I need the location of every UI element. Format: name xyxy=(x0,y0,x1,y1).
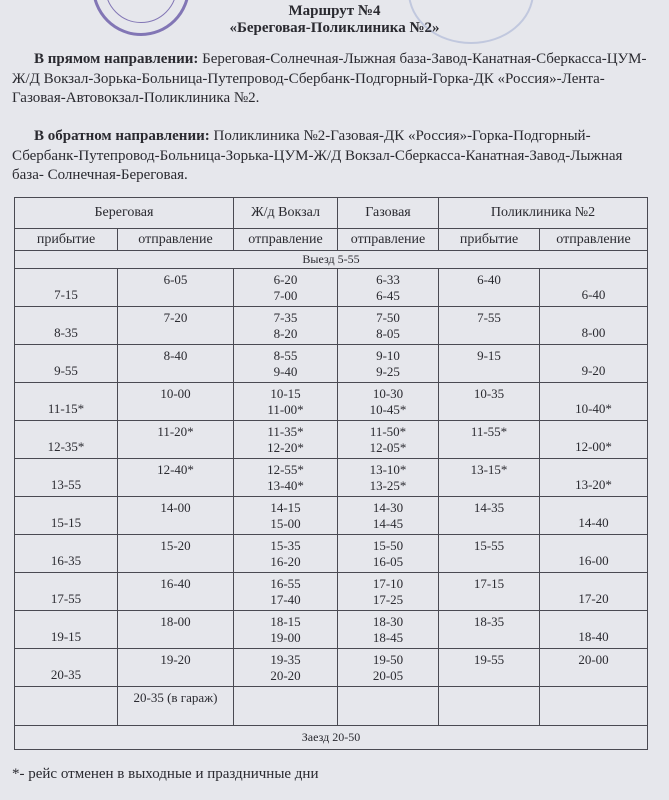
route-name: «Береговая-Поликлиника №2» xyxy=(229,20,440,36)
arrival-polyclinic: 11-55* xyxy=(439,421,540,459)
time-2: 9-40 xyxy=(273,364,298,379)
subheader: прибытие xyxy=(439,229,540,251)
time-1: 7-35 xyxy=(273,310,298,325)
departure-polyclinic: 6-40 xyxy=(540,269,648,307)
arrival-beregovaya: 16-35 xyxy=(15,535,118,573)
time-2: 15-00 xyxy=(270,516,301,531)
departure-beregovaya: 10-00 xyxy=(118,383,234,421)
departure-station xyxy=(234,497,338,535)
arrival-beregovaya: 8-35 xyxy=(15,307,118,345)
stop-header: Береговая xyxy=(15,198,234,229)
arrival-beregovaya: 15-15 xyxy=(15,497,118,535)
forward-label: В прямом направлении: xyxy=(34,51,199,67)
time-2: 16-20 xyxy=(270,554,301,569)
time-1: 19-50 xyxy=(372,652,404,667)
departure-gazovaya xyxy=(338,269,439,307)
time-2: 17-40 xyxy=(270,592,301,607)
time-2: 17-25 xyxy=(372,592,404,607)
time-1: 18-15 xyxy=(270,614,301,629)
departure-polyclinic: 17-20 xyxy=(540,573,648,611)
table-row xyxy=(15,497,648,535)
arrival-polyclinic: 10-35 xyxy=(439,383,540,421)
departure-station xyxy=(234,535,338,573)
table-row xyxy=(15,269,648,307)
departure-beregovaya: 6-05 xyxy=(118,269,234,307)
departure-station xyxy=(234,649,338,687)
departure-station xyxy=(234,307,338,345)
departure-station xyxy=(234,611,338,649)
arrival-polyclinic: 7-55 xyxy=(439,307,540,345)
departure-gazovaya xyxy=(338,535,439,573)
departure-gazovaya xyxy=(338,649,439,687)
arrival-beregovaya: 17-55 xyxy=(15,573,118,611)
table-row xyxy=(15,421,648,459)
subheader: отправление xyxy=(540,229,648,251)
subheader-row xyxy=(15,229,648,251)
table-row xyxy=(15,649,648,687)
arrival-beregovaya: 19-15 xyxy=(15,611,118,649)
departure-beregovaya: 15-20 xyxy=(118,535,234,573)
time-2: 16-05 xyxy=(372,554,404,569)
departure-polyclinic: 18-40 xyxy=(540,611,648,649)
table-row xyxy=(15,345,648,383)
time-1: 16-55 xyxy=(270,576,301,591)
table-row xyxy=(15,611,648,649)
header-row xyxy=(15,198,648,229)
arrival-polyclinic: 14-35 xyxy=(439,497,540,535)
departure-beregovaya: 7-20 xyxy=(118,307,234,345)
time-2: 7-00 xyxy=(273,288,298,303)
departure-beregovaya: 8-40 xyxy=(118,345,234,383)
arrival-polyclinic: 9-15 xyxy=(439,345,540,383)
departure-gazovaya xyxy=(338,459,439,497)
subheader: прибытие xyxy=(15,229,118,251)
forward-direction xyxy=(12,50,652,109)
table-row xyxy=(15,459,648,497)
stop-header: Газовая xyxy=(338,198,439,229)
table-row xyxy=(15,383,648,421)
departure-station xyxy=(234,345,338,383)
arrival-polyclinic: 6-40 xyxy=(439,269,540,307)
time-1: 10-30 xyxy=(372,386,404,401)
departure-gazovaya xyxy=(338,573,439,611)
time-1: 10-15 xyxy=(270,386,301,401)
arrival-beregovaya: 7-15 xyxy=(15,269,118,307)
arrival-beregovaya: 20-35 xyxy=(15,649,118,687)
time-1: 11-50* xyxy=(369,424,407,439)
time-2: 9-25 xyxy=(376,364,400,379)
subheader: отправление xyxy=(234,229,338,251)
time-1: 18-30 xyxy=(372,614,404,629)
return-to-depot: Заезд 20-50 xyxy=(15,726,648,750)
time-1: 17-10 xyxy=(372,576,404,591)
departure-gazovaya xyxy=(338,345,439,383)
garage-time: 20-35 (в гараж) xyxy=(118,687,234,726)
departure-gazovaya xyxy=(338,307,439,345)
time-1: 19-35 xyxy=(270,652,301,667)
backward-label: В обратном направлении: xyxy=(34,128,210,144)
departure-station xyxy=(234,459,338,497)
schedule-table xyxy=(14,197,648,750)
departure-station xyxy=(234,573,338,611)
departure-polyclinic: 10-40* xyxy=(540,383,648,421)
departure-polyclinic: 8-00 xyxy=(540,307,648,345)
departure-gazovaya xyxy=(338,611,439,649)
time-2: 8-05 xyxy=(376,326,400,341)
table-row xyxy=(15,535,648,573)
departure-station xyxy=(234,421,338,459)
departure-polyclinic: 20-00 xyxy=(540,649,648,687)
arrival-beregovaya: 12-35* xyxy=(15,421,118,459)
time-2: 13-25* xyxy=(369,478,407,493)
arrival-polyclinic: 18-35 xyxy=(439,611,540,649)
time-2: 11-00* xyxy=(267,402,304,417)
arrival-polyclinic: 15-55 xyxy=(439,535,540,573)
forward-stops: Береговая-Солнечная-Лыжная база-Завод-Канатная-Сберкасса-ЦУМ-Ж/Д Вокзал-Зорька-Больница-Путепровод-Сбербанк-Подгорный-Горка-ДК «Россия»-Лента-Газовая-Автовокзал-Поликлиника №2. xyxy=(12,51,647,106)
arrival-beregovaya: 13-55 xyxy=(15,459,118,497)
time-2: 6-45 xyxy=(376,288,400,303)
time-1: 8-55 xyxy=(273,348,298,363)
departure-from-depot: Выезд 5-55 xyxy=(15,251,648,269)
time-1: 15-35 xyxy=(270,538,301,553)
time-1: 13-10* xyxy=(369,462,407,477)
time-2: 14-45 xyxy=(372,516,404,531)
departure-gazovaya xyxy=(338,421,439,459)
time-1: 6-33 xyxy=(376,272,400,287)
table-row xyxy=(15,573,648,611)
stop-header: Ж/д Вокзал xyxy=(234,198,338,229)
time-1: 15-50 xyxy=(372,538,404,553)
route-number: Маршрут №4 xyxy=(288,3,381,19)
time-1: 7-50 xyxy=(376,310,400,325)
departure-beregovaya: 18-00 xyxy=(118,611,234,649)
arrival-polyclinic: 19-55 xyxy=(439,649,540,687)
arrival-polyclinic: 13-15* xyxy=(439,459,540,497)
departure-station xyxy=(234,383,338,421)
time-1: 6-20 xyxy=(273,272,298,287)
time-1: 12-55* xyxy=(267,462,304,477)
departure-polyclinic: 16-00 xyxy=(540,535,648,573)
time-2: 12-05* xyxy=(369,440,407,455)
time-2: 18-45 xyxy=(372,630,404,645)
backward-stops: Поликлиника №2-Газовая-ДК «Россия»-Горка-Подгорный-Сбербанк-Путепровод-Больница-Зорька-ЦУМ-Ж/Д Вокзал-Сберкасса-Канатная-Завод-Лыжная база- Солнечная-Береговая. xyxy=(12,128,623,183)
arrival-polyclinic: 17-15 xyxy=(439,573,540,611)
time-2: 13-40* xyxy=(267,478,304,493)
time-1: 14-15 xyxy=(270,500,301,515)
departure-station xyxy=(234,269,338,307)
backward-direction xyxy=(12,127,652,186)
stop-header: Поликлиника №2 xyxy=(439,198,648,229)
time-1: 14-30 xyxy=(372,500,404,515)
arrival-beregovaya: 11-15* xyxy=(15,383,118,421)
time-2: 8-20 xyxy=(273,326,298,341)
departure-gazovaya xyxy=(338,383,439,421)
departure-beregovaya: 12-40* xyxy=(118,459,234,497)
departure-beregovaya: 19-20 xyxy=(118,649,234,687)
time-2: 20-20 xyxy=(270,668,301,683)
time-1: 11-35* xyxy=(267,424,304,439)
garage-row xyxy=(15,687,648,726)
departure-beregovaya: 16-40 xyxy=(118,573,234,611)
subheader: отправление xyxy=(118,229,234,251)
departure-gazovaya xyxy=(338,497,439,535)
time-2: 10-45* xyxy=(369,402,407,417)
arrival-beregovaya: 9-55 xyxy=(15,345,118,383)
departure-polyclinic: 13-20* xyxy=(540,459,648,497)
departure-beregovaya: 11-20* xyxy=(118,421,234,459)
time-2: 20-05 xyxy=(372,668,404,683)
departure-polyclinic: 9-20 xyxy=(540,345,648,383)
subheader: отправление xyxy=(338,229,439,251)
departure-beregovaya: 14-00 xyxy=(118,497,234,535)
footnote: *- рейс отменен в выходные и праздничные дни xyxy=(12,766,319,782)
time-1: 9-10 xyxy=(376,348,400,363)
time-2: 19-00 xyxy=(270,630,301,645)
table-row xyxy=(15,307,648,345)
time-2: 12-20* xyxy=(267,440,304,455)
departure-polyclinic: 12-00* xyxy=(540,421,648,459)
departure-polyclinic: 14-40 xyxy=(540,497,648,535)
